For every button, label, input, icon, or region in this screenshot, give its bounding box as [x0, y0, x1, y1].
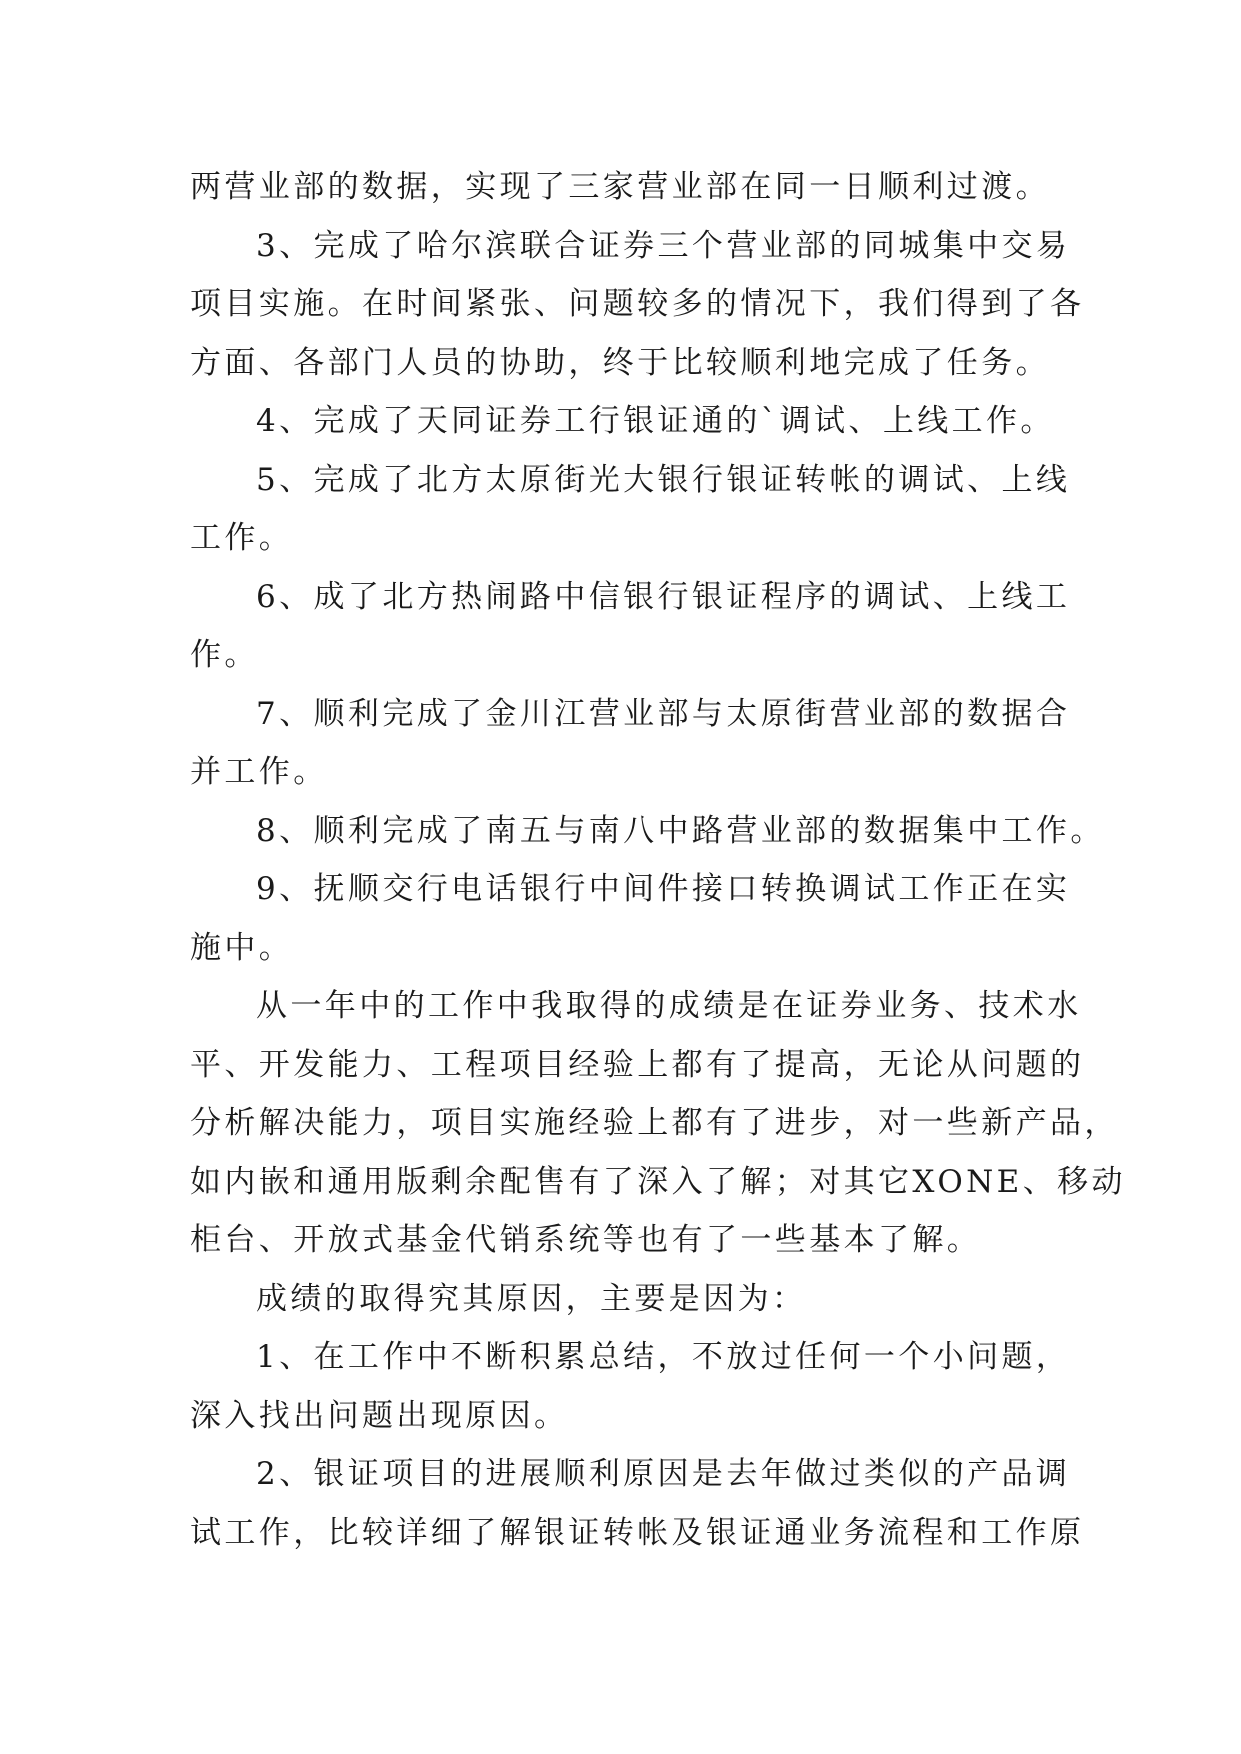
paragraph-line: 1、在工作中不断积累总结，不放过任何一个小问题， — [256, 1339, 1071, 1375]
paragraph-line: 如内嵌和通用版剩余配售有了深入了解；对其它XONE、移动 — [190, 1163, 1126, 1200]
paragraph-line: 深入找出问题出现原因。 — [190, 1397, 569, 1434]
paragraph-line: 两营业部的数据，实现了三家营业部在同一日顺利过渡。 — [190, 169, 1050, 205]
paragraph-line: 9、抚顺交行电话银行中间件接口转换调试工作正在实 — [256, 871, 1071, 907]
paragraph-line: 作。 — [190, 637, 259, 673]
paragraph-line: 8、顺利完成了南五与南八中路营业部的数据集中工作。 — [256, 812, 1105, 849]
paragraph-line: 工作。 — [190, 520, 294, 556]
paragraph-line: 6、成了北方热闹路中信银行银证程序的调试、上线工 — [256, 578, 1071, 615]
paragraph-line: 成绩的取得究其原因，主要是因为： — [256, 1280, 807, 1317]
paragraph-line: 施中。 — [190, 929, 294, 966]
paragraph-line: 3、完成了哈尔滨联合证券三个营业部的同城集中交易 — [256, 227, 1071, 264]
paragraph-line: 并工作。 — [190, 754, 328, 790]
paragraph-line: 柜台、开放式基金代销系统等也有了一些基本了解。 — [190, 1222, 982, 1258]
paragraph-line: 4、完成了天同证券工行银证通的`调试、上线工作。 — [256, 403, 1055, 439]
paragraph-line: 试工作，比较详细了解银证转帐及银证通业务流程和工作原 — [190, 1514, 1085, 1551]
paragraph-line: 分析解决能力，项目实施经验上都有了进步，对一些新产品， — [190, 1105, 1119, 1141]
paragraph-line: 平、开发能力、工程项目经验上都有了提高，无论从问题的 — [190, 1046, 1085, 1083]
paragraph-line: 5、完成了北方太原街光大银行银证转帐的调试、上线 — [256, 461, 1071, 498]
paragraph-line: 7、顺利完成了金川江营业部与太原街营业部的数据合 — [256, 695, 1071, 732]
paragraph-line: 方面、各部门人员的协助，终于比较顺利地完成了任务。 — [190, 344, 1050, 381]
paragraph-line: 2、银证项目的进展顺利原因是去年做过类似的产品调 — [256, 1456, 1071, 1492]
paragraph-line: 从一年中的工作中我取得的成绩是在证券业务、技术水 — [256, 988, 1082, 1024]
document-body — [190, 158, 1126, 1562]
paragraph-line: 项目实施。在时间紧张、问题较多的情况下，我们得到了各 — [190, 286, 1085, 322]
